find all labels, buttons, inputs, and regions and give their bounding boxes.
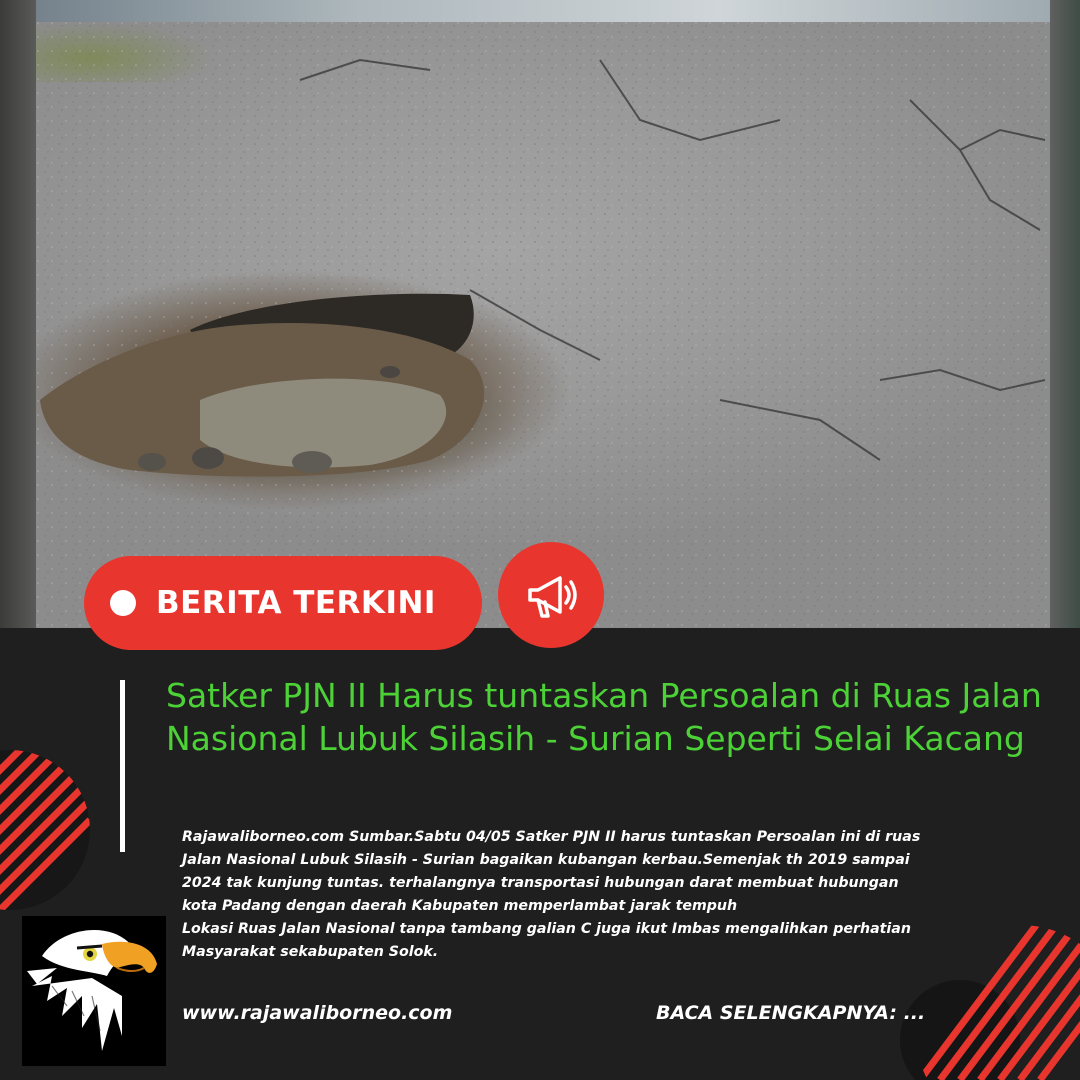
megaphone-glyph <box>516 560 586 630</box>
article-body: Rajawaliborneo.com Sumbar.Sabtu 04/05 Satker PJN II harus tuntaskan Persoalan ini di ruas Jalan Nasional Lubuk Silasih - Surian bagaikan kubangan kerbau.Semenjak th 2019 sampai 2024 tak kunjung tuntas. terhalangnya transportasi hubungan darat membuat hubungan kota Padang dengan daerah Kabupaten memperlambat jarak tempuh Lokasi Ruas Jalan Nasional tanpa tambang galian C juga ikut Imbas mengalihkan perhatian Masyarakat sekabupaten Solok. <box>182 829 921 960</box>
decorative-stripes-left <box>0 730 90 930</box>
breaking-news-badge <box>84 556 482 650</box>
photo-edge-left <box>0 0 36 630</box>
read-more-link[interactable]: BACA SELENGKAPNYA: ... <box>656 1002 926 1024</box>
photo-edge-right <box>1050 0 1080 630</box>
eagle-logo-icon <box>22 916 166 1066</box>
badge-label: BERITA TERKINI <box>156 585 436 621</box>
eagle-logo-graphic <box>22 916 166 1066</box>
bullet-dot-icon <box>110 590 136 616</box>
megaphone-icon <box>498 542 604 648</box>
headline: Satker PJN II Harus tuntaskan Persoalan di Ruas Jalan Nasional Lubuk Silasih - Surian Seperti Selai Kacang <box>166 676 1042 758</box>
headline-accent-bar <box>120 680 125 852</box>
website-link[interactable]: www.rajawaliborneo.com <box>182 1002 453 1024</box>
